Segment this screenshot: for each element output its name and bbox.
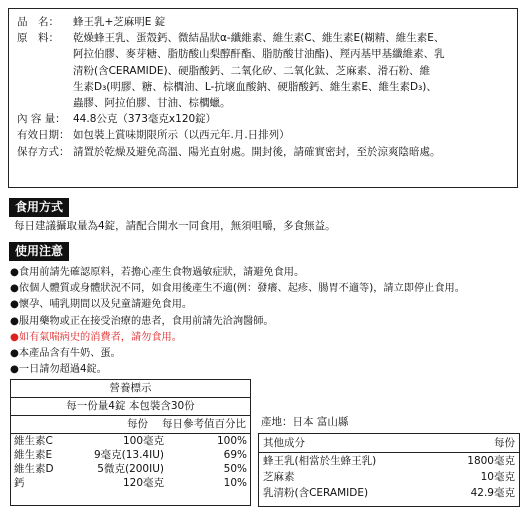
nutrient-name: 維生素D xyxy=(14,463,54,475)
nutrient-pct: 69% xyxy=(223,449,247,461)
nutrition-col-per: 每份 xyxy=(127,418,148,430)
caution-item: ●懷孕、哺乳期間以及兒童請避免食用。 xyxy=(10,299,193,311)
usage-title: 食用方式 xyxy=(9,198,69,217)
expiry-label: 有效日期： xyxy=(17,129,70,142)
nutrient-amount: 9毫克(13.4IU) xyxy=(93,449,164,461)
nutrition-title: 營養標示 xyxy=(11,380,250,398)
caution-item: ●依個人體質或身體狀況不同，如食用後產生不適(例：發癢、起疹、腸胃不適等)，請立即停止食用。 xyxy=(10,283,465,295)
other-ingredients-table xyxy=(258,433,520,507)
ingredients-value xyxy=(73,30,511,111)
ingredients-label: 原 料： xyxy=(17,32,59,45)
caution-list xyxy=(10,265,520,378)
expiry-row xyxy=(17,127,511,143)
other-ingredient-amount: 10毫克 xyxy=(480,471,515,483)
nutrition-row xyxy=(11,462,250,476)
content-label: 內 容 量： xyxy=(17,113,66,126)
ingredients-line: 生素D₃(明膠、糖、棕櫚油、L-抗壞血酸鈉、硬脂酸鈣、維生素E、維生素D₃)、 xyxy=(73,80,437,93)
product-info-box xyxy=(8,8,518,188)
caution-item-warning: ●如有氣喘病史的消費者，請勿食用。 xyxy=(10,331,182,343)
other-ingredient-name: 乳清粉(含CERAMIDE) xyxy=(263,487,369,499)
other-ingredient-amount: 1800毫克 xyxy=(467,455,515,467)
nutrient-amount: 100毫克 xyxy=(122,435,164,447)
origin-text: 產地：日本 富山縣 xyxy=(261,416,349,428)
storage-label: 保存方式： xyxy=(17,145,70,158)
other-col-name: 其他成分 xyxy=(263,437,305,449)
nutrient-pct: 100% xyxy=(216,435,247,447)
ingredients-row xyxy=(17,30,511,111)
other-ingredient-amount: 42.9毫克 xyxy=(470,487,515,499)
other-col-per: 每份 xyxy=(494,437,515,449)
other-ingredient-row xyxy=(259,485,519,501)
product-name-row xyxy=(17,14,511,30)
nutrition-serving: 每一份量4錠 本包裝含30份 xyxy=(11,398,250,416)
caution-item: ●一日請勿超過4錠。 xyxy=(10,364,107,376)
caution-title: 使用注意 xyxy=(9,242,69,261)
nutrition-col-pct: 每日參考值百分比 xyxy=(162,418,246,430)
ingredients-line: 清粉(含CERAMIDE)、硬脂酸鈣、二氧化矽、二氧化鈦、芝麻素、滑石粉、維 xyxy=(73,64,431,77)
nutrient-name: 維生素C xyxy=(14,435,53,447)
nutrient-name: 維生素E xyxy=(14,449,53,461)
product-name-label: 品 名： xyxy=(17,16,59,28)
caution-item: ●食用前請先確認原料，若擔心產生食物過敏症狀，請避免食用。 xyxy=(10,267,305,278)
other-ingredient-row xyxy=(259,469,519,485)
product-name-value: 蜂王乳+芝麻明E 錠 xyxy=(73,16,166,28)
ingredients-line: 蟲膠、阿拉伯膠、甘油、棕櫚蠟。 xyxy=(73,97,231,110)
other-ingredient-name: 芝麻素 xyxy=(263,471,295,483)
other-ingredient-name: 蜂王乳(相當於生蜂王乳) xyxy=(263,455,377,467)
content-row xyxy=(17,111,511,127)
ingredients-line: 乾燥蜂王乳、蛋殼鈣、微結晶狀α-纖維素、維生素C、維生素E(糊精、維生素E、 xyxy=(73,32,445,45)
storage-value: 請置於乾燥及避免高溫、陽光直射處。開封後，請確實密封，至於涼爽陰暗處。 xyxy=(73,145,441,158)
nutrition-row xyxy=(11,476,250,490)
other-ingredient-row xyxy=(259,453,519,469)
nutrition-row xyxy=(11,434,250,448)
nutrition-row xyxy=(11,448,250,462)
nutrient-amount: 5微克(200IU) xyxy=(97,463,164,475)
ingredients-line: 阿拉伯膠、麥芽糖、脂肪酸山梨醇酐酯、脂肪酸甘油酯)、羥丙基甲基纖維素、乳 xyxy=(73,48,445,61)
nutrient-pct: 10% xyxy=(223,477,247,489)
nutrient-name: 鈣 xyxy=(14,477,25,489)
usage-text: 每日建議攝取量為4錠，請配合開水一同食用，無須咀嚼，多食無益。 xyxy=(14,220,336,232)
nutrition-column-header xyxy=(11,416,250,434)
other-ingredients-header xyxy=(259,434,519,453)
nutrient-pct: 50% xyxy=(223,463,247,475)
content-value: 44.8公克（373毫克x120錠） xyxy=(73,113,217,126)
caution-item: ●服用藥物或正在接受治療的患者，食用前請先洽詢醫師。 xyxy=(10,315,274,327)
expiry-value: 如包裝上賞味期限所示（以西元年.月.日排列） xyxy=(73,129,290,142)
nutrition-table xyxy=(10,379,251,506)
nutrient-amount: 120毫克 xyxy=(122,477,164,489)
storage-row xyxy=(17,144,511,160)
caution-item: ●本產品含有牛奶、蛋。 xyxy=(10,348,121,360)
